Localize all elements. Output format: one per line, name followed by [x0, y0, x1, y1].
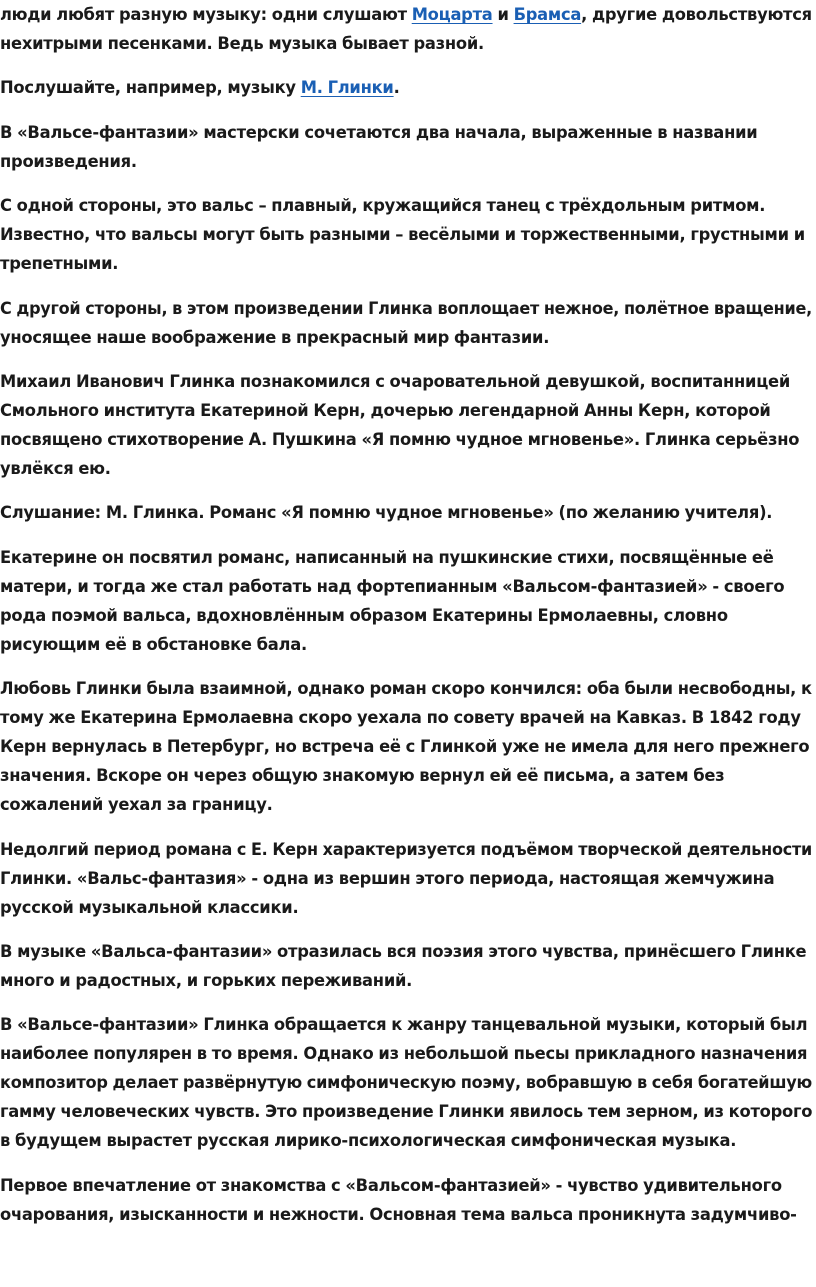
text-line — [0, 396, 812, 425]
text-line — [0, 790, 812, 819]
text-run: Любовь Глинки была взаимной, однако роман скоро кончился: оба были несвободны, к — [0, 679, 812, 699]
paragraph — [0, 73, 816, 102]
text-run: матери, и тогда же стал работать над фортепианным «Вальсом-фантазией» - своего — [0, 576, 785, 596]
text-run: наиболее популярен в то время. Однако из небольшой пьесы прикладного назначения — [0, 1044, 808, 1064]
text-run: В «Вальсе-фантазии» мастерски сочетаются два начала, выраженные в названии — [0, 122, 758, 142]
paragraph — [0, 118, 816, 176]
text-run: в будущем вырастет русская лирико-психологическая симфоническая музыка. — [0, 1131, 737, 1151]
text-line — [0, 425, 812, 454]
text-run: . — [393, 78, 400, 98]
text-run: Послушайте, например, музыку — [0, 78, 301, 98]
text-run: трепетными. — [0, 254, 119, 274]
paragraph — [0, 367, 816, 483]
text-run: очарования, изысканности и нежности. Основная тема вальса проникнута задумчиво- — [0, 1204, 797, 1224]
text-line — [0, 966, 812, 995]
text-line — [0, 937, 812, 966]
text-line — [0, 732, 812, 761]
text-run: В «Вальсе-фантазии» Глинка обращается к жанру танцевальной музыки, который был — [0, 1015, 808, 1035]
text-line — [0, 572, 812, 601]
text-run: Слушание: М. Глинка. Романс «Я помню чудное мгновенье» (по желанию учителя). — [0, 503, 773, 523]
text-line — [0, 147, 812, 176]
text-line — [0, 1068, 812, 1097]
text-line — [0, 630, 812, 659]
text-line — [0, 1200, 812, 1229]
text-line — [0, 118, 812, 147]
text-run: нехитрыми песенками. Ведь музыка бывает разной. — [0, 34, 484, 53]
text-run: Недолгий период романа с Е. Керн характеризуется подъёмом творческой деятельности — [0, 839, 812, 859]
text-line — [0, 191, 812, 220]
text-line — [0, 864, 812, 893]
paragraph — [0, 1171, 816, 1229]
text-run: Екатерине он посвятил романс, написанный на пушкинские стихи, посвящённые её — [0, 547, 774, 567]
text-line — [0, 0, 811, 29]
text-run: увлёкся ею. — [0, 458, 111, 478]
text-line — [0, 498, 812, 527]
text-line — [0, 454, 812, 483]
text-line — [0, 1010, 812, 1039]
text-line — [0, 1097, 812, 1126]
text-run: С другой стороны, в этом произведении Глинка воплощает нежное, полётное вращение, — [0, 298, 812, 318]
text-run: русской музыкальной классики. — [0, 897, 299, 917]
paragraph — [0, 1010, 816, 1155]
text-run: В музыке «Вальса-фантазии» отразилась вся поэзия этого чувства, принёсшего Глинке — [0, 941, 807, 961]
text-line — [0, 1039, 812, 1068]
text-line — [0, 703, 812, 732]
text-run: композитор делает развёрнутую симфоническую поэму, вобравшую в себя богатейшую — [0, 1073, 812, 1093]
paragraph — [0, 294, 816, 352]
composer-link[interactable]: Моцарта — [411, 5, 493, 24]
text-line — [0, 249, 812, 278]
text-run: сожалений уехал за границу. — [0, 795, 273, 815]
text-run: , другие довольствуются — [581, 5, 812, 24]
text-line — [0, 73, 812, 102]
text-run: произведения. — [0, 151, 137, 171]
text-run: тому же Екатерина Ермолаевна скоро уехала по совету врачей на Кавказ. В 1842 году — [0, 708, 801, 728]
text-line — [0, 220, 812, 249]
text-line — [0, 893, 812, 922]
text-run: люди любят разную музыку: одни слушают — [0, 5, 412, 24]
paragraph — [0, 0, 816, 58]
paragraph — [0, 835, 816, 922]
text-run: много и радостных, и горьких переживаний. — [0, 970, 413, 990]
text-line — [0, 601, 812, 630]
text-line — [0, 1126, 812, 1155]
text-run: и — [492, 5, 514, 24]
text-run: Смольного института Екатериной Керн, дочерью легендарной Анны Керн, которой — [0, 400, 771, 420]
text-run: значения. Вскоре он через общую знакомую вернул ей её письма, а затем без — [0, 766, 725, 786]
composer-link[interactable]: М. Глинки — [300, 78, 394, 98]
text-line — [0, 835, 812, 864]
text-run: С одной стороны, это вальс – плавный, кружащийся танец с трёхдольным ритмом. — [0, 196, 766, 216]
paragraph — [0, 937, 816, 995]
text-line — [0, 323, 812, 352]
paragraph — [0, 191, 816, 278]
text-line — [0, 29, 812, 58]
text-run: уносящее наше воображение в прекрасный мир фантазии. — [0, 327, 550, 347]
paragraph — [0, 674, 816, 819]
text-run: Глинки. «Вальс-фантазия» - одна из вершин этого периода, настоящая жемчужина — [0, 868, 775, 888]
text-line — [0, 543, 812, 572]
paragraph — [0, 498, 816, 527]
paragraph — [0, 543, 816, 659]
text-line — [0, 367, 812, 396]
text-run: Первое впечатление от знакомства с «Вальсом-фантазией» - чувство удивительного — [0, 1175, 782, 1195]
text-run: рисующим её в обстановке бала. — [0, 634, 307, 654]
text-run: Известно, что вальсы могут быть разными – весёлыми и торжественными, грустными и — [0, 225, 805, 245]
text-run: рода поэмой вальса, вдохновлённым образом Екатерины Ермолаевны, словно — [0, 605, 728, 625]
text-line — [0, 674, 812, 703]
text-run: посвящено стихотворение А. Пушкина «Я помню чудное мгновенье». Глинка серьёзно — [0, 429, 800, 449]
text-run: Михаил Иванович Глинка познакомился с очаровательной девушкой, воспитанницей — [0, 371, 791, 391]
text-run: Керн вернулась в Петербург, но встреча её с Глинкой уже не имела для него прежнего — [0, 737, 810, 757]
text-line — [0, 761, 812, 790]
text-line — [0, 294, 812, 323]
text-run: гамму человеческих чувств. Это произведение Глинки явилось тем зерном, из которого — [0, 1102, 813, 1122]
text-line — [0, 1171, 812, 1200]
composer-link[interactable]: Брамса — [513, 5, 582, 24]
